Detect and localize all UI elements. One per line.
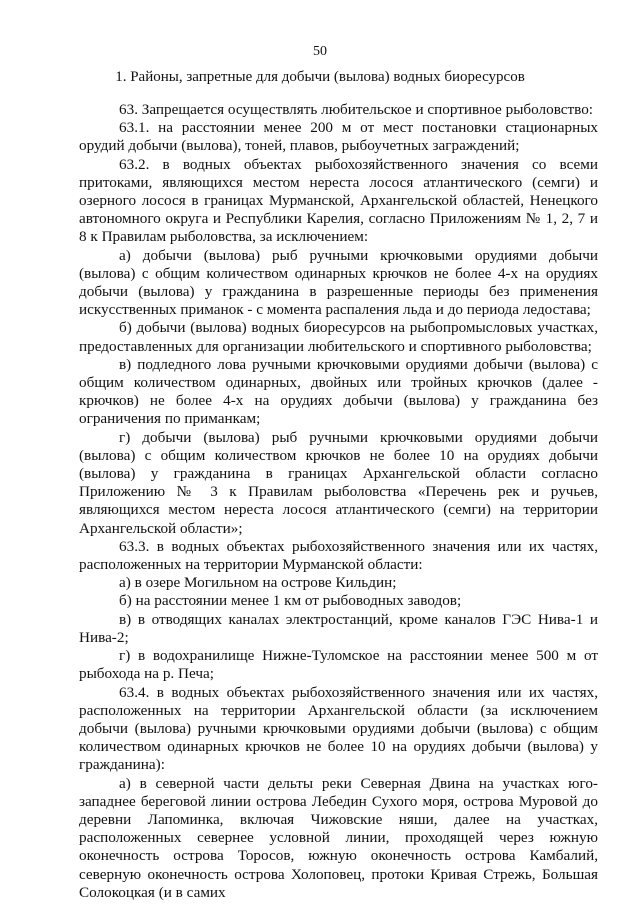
paragraph-63-4-a: а) в северной части дельты реки Северная Двина на участках юго-западнее береговой линии острова Лебедин Сухого моря, острова Муровой до деревни Лапоминка, включая Чижовские няши, далее на участках, расположенных севернее условной линии, проходящей через южную оконечность острова Торосов, южную оконечность острова Камбалий, северную оконечность острова Холоповец, протоки Кривая Стрежь, Большая Солокоцкая (и в самих: [79, 774, 598, 901]
paragraph-63-2: 63.2. в водных объектах рыбохозяйственного значения со всеми притоками, являющихся местом нереста лосося атлантического (семги) и озерного лосося в границах Мурманской, Архангельской областей, Ненецкого автономного округа и Республики Карелия, согласно Приложениям № 1, 2, 7 и 8 к Правилам рыболовства, за исключением:: [79, 155, 598, 246]
paragraph-63-3-v: в) в отводящих каналах электростанций, кроме каналов ГЭС Нива-1 и Нива-2;: [79, 610, 598, 646]
paragraph-63: 63. Запрещается осуществлять любительское и спортивное рыболовство:: [119, 101, 594, 118]
paragraph-63-3-g: г) в водохранилище Нижне-Туломское на расстоянии менее 500 м от рыбохода на р. Печа;: [79, 647, 598, 683]
paragraph-63-1: 63.1. на расстоянии менее 200 м от мест постановки стационарных орудий добычи (вылова), тоней, плавов, рыбоучетных заграждений;: [79, 119, 598, 155]
paragraph-63-4: 63.4. в водных объектах рыбохозяйственного значения или их частях, расположенных на территории Архангельской области (за исключением добычи (вылова) ручными крючковыми орудиями добычи (вылова) с общим количеством одинарных крючков не более 10 на орудиях добычи (вылова) у гражданина):: [79, 683, 598, 774]
paragraph-63-2-v: в) подледного лова ручными крючковыми орудиями добычи (вылова) с общим количеством одинарных, двойных или тройных крючков (далее - крючков) не более 4-х на орудиях добычи (вылова) у гражданина без ограничения по приманкам;: [79, 355, 598, 428]
paragraph-63-3-a: а) в озере Могильном на острове Кильдин;: [119, 574, 397, 592]
document-body: [79, 101, 598, 902]
paragraph-63-2-g: г) добычи (вылова) рыб ручными крючковыми орудиями добычи (вылова) с общим количеством крючков не более 10 на орудиях добычи (вылова) у гражданина в границах Архангельской области согласно Приложению № 3 к Правилам рыболовства «Перечень рек и ручьев, являющихся местом нереста лосося атлантического (семги) на территории Архангельской области»;: [79, 428, 598, 537]
section-heading: 1. Районы, запретные для добычи (вылова) водных биоресурсов: [115, 69, 525, 85]
page-number: 50: [313, 44, 327, 59]
paragraph-63-3-b: б) на расстоянии менее 1 км от рыбоводных заводов;: [119, 592, 462, 610]
paragraph-63-2-a: а) добычи (вылова) рыб ручными крючковыми орудиями добычи (вылова) с общим количеством одинарных крючков не более 4-х на орудиях добычи (вылова) у гражданина в разрешенные периоды без применения искусственных приманок - с момента распаления льда и до периода ледостава;: [79, 246, 598, 319]
paragraph-63-3: 63.3. в водных объектах рыбохозяйственного значения или их частях, расположенных на территории Мурманской области:: [79, 537, 598, 574]
paragraph-63-2-b: б) добычи (вылова) водных биоресурсов на рыбопромысловых участках, предоставленных для организации любительского и спортивного рыболовства;: [79, 319, 598, 355]
